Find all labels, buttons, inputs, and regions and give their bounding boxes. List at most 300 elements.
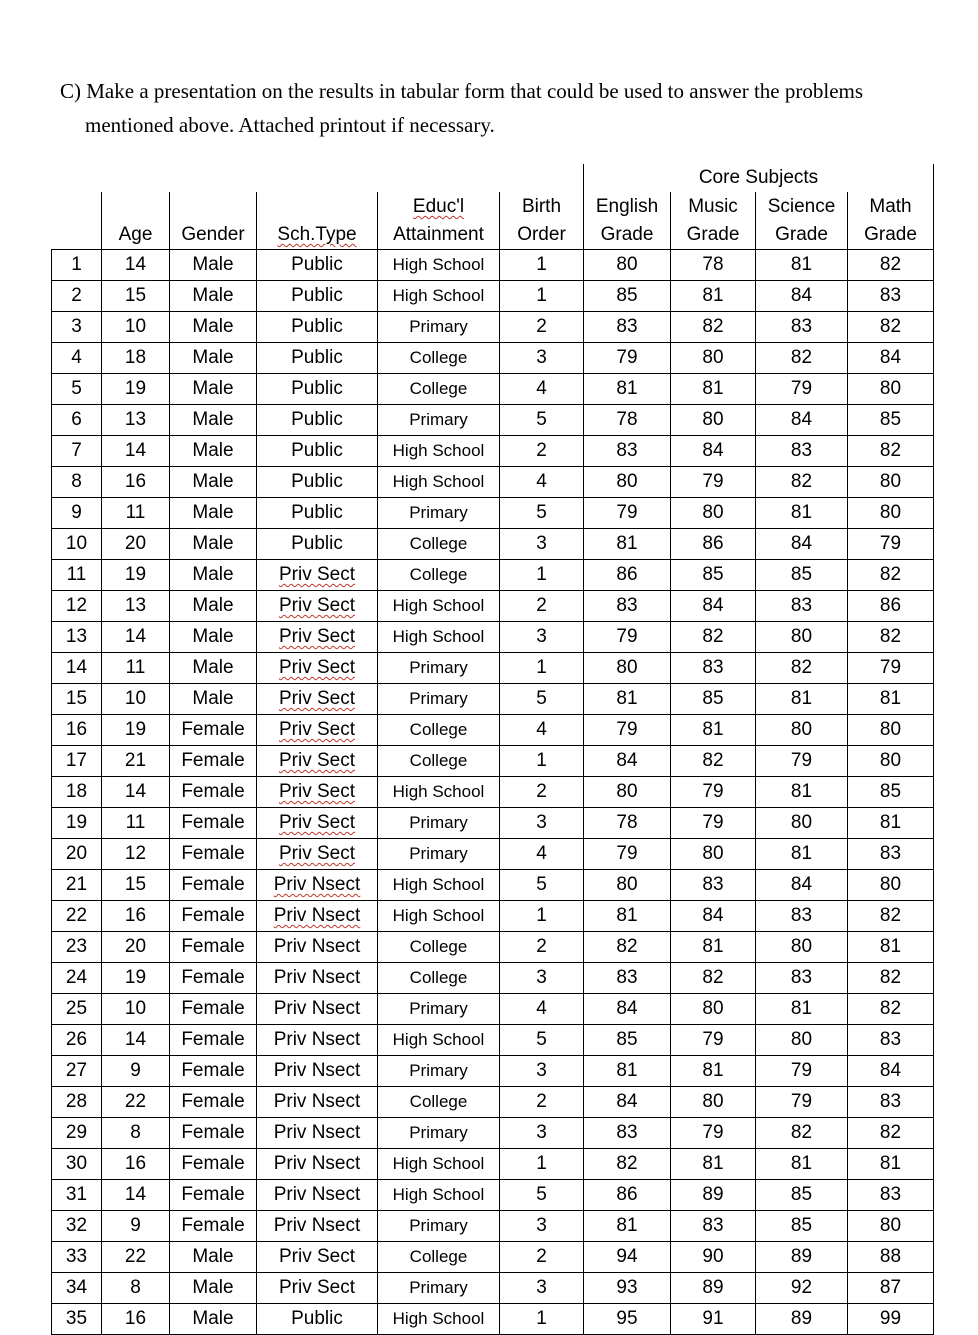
sch-type-cell: Public	[257, 374, 378, 405]
music-grade-cell: 79	[671, 1118, 756, 1149]
educ-attainment-cell: High School	[378, 1025, 500, 1056]
science-grade-cell: 81	[756, 684, 848, 715]
age-cell: 14	[102, 622, 170, 653]
educ-attainment-cell: High School	[378, 622, 500, 653]
english-grade-cell: 81	[584, 374, 671, 405]
row-number: 9	[52, 498, 102, 529]
table-row	[52, 281, 934, 312]
music-grade-cell: 79	[671, 777, 756, 808]
music-grade-cell: 80	[671, 994, 756, 1025]
gender-cell: Male	[170, 467, 257, 498]
english-grade-cell: 81	[584, 1056, 671, 1087]
music-grade-cell: 79	[671, 1025, 756, 1056]
educ-attainment-cell: High School	[378, 250, 500, 281]
grades-table	[51, 164, 934, 1335]
birth-order-cell: 5	[500, 1180, 584, 1211]
age-cell: 22	[102, 1087, 170, 1118]
gender-cell: Female	[170, 1056, 257, 1087]
age-cell: 11	[102, 498, 170, 529]
sch-type-cell: Priv Nsect	[257, 1025, 378, 1056]
educ-header-bottom: Attainment	[378, 221, 500, 250]
birth-order-cell: 3	[500, 1211, 584, 1242]
music-grade-cell: 80	[671, 498, 756, 529]
science-grade-cell: 82	[756, 343, 848, 374]
birth-order-cell: 2	[500, 932, 584, 963]
educ-attainment-cell: High School	[378, 870, 500, 901]
sch-type-text: Priv Sect	[278, 719, 356, 741]
sch-type-cell	[257, 777, 378, 808]
gender-cell: Female	[170, 994, 257, 1025]
science-grade-cell: 80	[756, 932, 848, 963]
sch-type-cell	[257, 560, 378, 591]
table-row	[52, 312, 934, 343]
age-cell: 14	[102, 436, 170, 467]
english-grade-cell: 80	[584, 653, 671, 684]
science-grade-cell: 83	[756, 901, 848, 932]
sch-type-cell	[257, 870, 378, 901]
table-row	[52, 560, 934, 591]
english-grade-cell: 93	[584, 1273, 671, 1304]
science-grade-cell: 79	[756, 1087, 848, 1118]
music-header-bottom: Grade	[671, 221, 756, 250]
row-number: 16	[52, 715, 102, 746]
table-row	[52, 1273, 934, 1304]
science-grade-cell: 81	[756, 498, 848, 529]
english-grade-cell: 81	[584, 529, 671, 560]
row-number: 5	[52, 374, 102, 405]
english-grade-cell: 80	[584, 777, 671, 808]
sch-type-cell	[257, 839, 378, 870]
birth-header-bottom: Order	[500, 221, 584, 250]
table-row	[52, 405, 934, 436]
header-row-group	[52, 164, 934, 192]
science-grade-cell: 81	[756, 994, 848, 1025]
table-row	[52, 746, 934, 777]
english-grade-cell: 86	[584, 1180, 671, 1211]
birth-order-cell: 5	[500, 684, 584, 715]
english-grade-cell: 78	[584, 405, 671, 436]
english-grade-cell: 80	[584, 870, 671, 901]
instruction-line-1: C) Make a presentation on the results in tabular form that could be used to answer the problems	[60, 79, 864, 103]
science-grade-cell: 82	[756, 653, 848, 684]
music-grade-cell: 84	[671, 901, 756, 932]
sch-type-cell: Priv Nsect	[257, 932, 378, 963]
gender-cell: Male	[170, 560, 257, 591]
english-grade-cell: 82	[584, 1149, 671, 1180]
educ-attainment-cell: Primary	[378, 312, 500, 343]
science-grade-cell: 89	[756, 1242, 848, 1273]
english-grade-cell: 81	[584, 1211, 671, 1242]
birth-order-cell: 1	[500, 560, 584, 591]
science-grade-cell: 84	[756, 529, 848, 560]
music-grade-cell: 79	[671, 467, 756, 498]
birth-order-cell: 2	[500, 591, 584, 622]
table-row	[52, 591, 934, 622]
birth-order-cell: 2	[500, 1087, 584, 1118]
birth-order-cell: 5	[500, 1025, 584, 1056]
age-cell: 19	[102, 963, 170, 994]
sch-type-text: Priv Sect	[278, 781, 356, 803]
educ-attainment-cell: High School	[378, 901, 500, 932]
gender-cell: Female	[170, 901, 257, 932]
sch-type-cell: Priv Nsect	[257, 1087, 378, 1118]
music-grade-cell: 89	[671, 1180, 756, 1211]
sch-type-cell	[257, 653, 378, 684]
table-row	[52, 715, 934, 746]
age-cell: 19	[102, 560, 170, 591]
educ-attainment-cell: High School	[378, 436, 500, 467]
row-number: 20	[52, 839, 102, 870]
age-cell: 16	[102, 1304, 170, 1335]
sch-type-cell	[257, 746, 378, 777]
sch-type-text: Priv Sect	[278, 564, 356, 586]
age-cell: 8	[102, 1273, 170, 1304]
sch-type-text: Priv Sect	[278, 657, 356, 679]
gender-cell: Female	[170, 1118, 257, 1149]
educ-attainment-cell: Primary	[378, 808, 500, 839]
math-header-top: Math	[848, 192, 934, 220]
table-row	[52, 901, 934, 932]
table-row	[52, 1180, 934, 1211]
birth-order-cell: 1	[500, 250, 584, 281]
sch-type-text: Priv Sect	[278, 626, 356, 648]
math-grade-cell: 82	[848, 560, 934, 591]
row-number: 8	[52, 467, 102, 498]
english-grade-cell: 83	[584, 312, 671, 343]
english-grade-cell: 81	[584, 684, 671, 715]
english-grade-cell: 80	[584, 467, 671, 498]
age-cell: 21	[102, 746, 170, 777]
music-grade-cell: 81	[671, 281, 756, 312]
sch-type-cell: Priv Sect	[257, 1242, 378, 1273]
row-number: 27	[52, 1056, 102, 1087]
row-number: 4	[52, 343, 102, 374]
row-number: 24	[52, 963, 102, 994]
music-grade-cell: 81	[671, 1149, 756, 1180]
educ-attainment-cell: College	[378, 1087, 500, 1118]
sch-type-cell: Public	[257, 343, 378, 374]
sch-type-cell: Priv Nsect	[257, 1056, 378, 1087]
row-number: 33	[52, 1242, 102, 1273]
sch-type-cell: Public	[257, 498, 378, 529]
row-number: 6	[52, 405, 102, 436]
row-number: 30	[52, 1149, 102, 1180]
english-grade-cell: 79	[584, 498, 671, 529]
music-grade-cell: 81	[671, 932, 756, 963]
birth-order-cell: 4	[500, 839, 584, 870]
row-number: 1	[52, 250, 102, 281]
educ-attainment-cell: Primary	[378, 498, 500, 529]
science-grade-cell: 83	[756, 436, 848, 467]
core-subjects-header: Core Subjects	[584, 164, 934, 192]
science-header-bottom: Grade	[756, 221, 848, 250]
educ-attainment-cell: Primary	[378, 1273, 500, 1304]
row-number: 13	[52, 622, 102, 653]
gender-cell: Male	[170, 374, 257, 405]
gender-cell: Female	[170, 715, 257, 746]
age-cell: 19	[102, 374, 170, 405]
educ-attainment-cell: Primary	[378, 405, 500, 436]
science-grade-cell: 89	[756, 1304, 848, 1335]
english-grade-cell: 85	[584, 1025, 671, 1056]
educ-attainment-cell: College	[378, 932, 500, 963]
birth-order-cell: 2	[500, 312, 584, 343]
music-grade-cell: 90	[671, 1242, 756, 1273]
gender-cell: Female	[170, 963, 257, 994]
row-number: 15	[52, 684, 102, 715]
gender-cell: Female	[170, 870, 257, 901]
educ-attainment-cell: College	[378, 746, 500, 777]
science-grade-cell: 85	[756, 1180, 848, 1211]
age-cell: 10	[102, 684, 170, 715]
gender-cell: Male	[170, 1273, 257, 1304]
table-row	[52, 622, 934, 653]
educ-attainment-cell: College	[378, 715, 500, 746]
gender-cell: Male	[170, 405, 257, 436]
sch-type-cell	[257, 901, 378, 932]
english-grade-cell: 79	[584, 343, 671, 374]
gender-cell: Male	[170, 529, 257, 560]
english-grade-cell: 84	[584, 994, 671, 1025]
row-number: 21	[52, 870, 102, 901]
sch-type-text: Priv Sect	[278, 688, 356, 710]
gender-header: Gender	[170, 221, 257, 250]
music-grade-cell: 84	[671, 591, 756, 622]
science-grade-cell: 81	[756, 1149, 848, 1180]
row-number: 7	[52, 436, 102, 467]
science-grade-cell: 83	[756, 591, 848, 622]
english-grade-cell: 84	[584, 1087, 671, 1118]
sch-type-text: Priv Sect	[278, 595, 356, 617]
english-grade-cell: 82	[584, 932, 671, 963]
english-grade-cell: 84	[584, 746, 671, 777]
age-cell: 13	[102, 591, 170, 622]
math-grade-cell: 80	[848, 1211, 934, 1242]
row-number: 28	[52, 1087, 102, 1118]
educ-attainment-cell: Primary	[378, 1211, 500, 1242]
birth-order-cell: 3	[500, 1056, 584, 1087]
birth-header-top: Birth	[500, 192, 584, 220]
row-number: 23	[52, 932, 102, 963]
sch-type-cell: Public	[257, 467, 378, 498]
age-cell: 14	[102, 1180, 170, 1211]
music-grade-cell: 82	[671, 746, 756, 777]
english-grade-cell: 95	[584, 1304, 671, 1335]
table-row	[52, 777, 934, 808]
gender-cell: Male	[170, 281, 257, 312]
educ-attainment-cell: Primary	[378, 684, 500, 715]
sch-type-cell: Priv Nsect	[257, 1118, 378, 1149]
table-row	[52, 343, 934, 374]
math-grade-cell: 83	[848, 839, 934, 870]
row-number: 14	[52, 653, 102, 684]
science-grade-cell: 82	[756, 1118, 848, 1149]
math-grade-cell: 82	[848, 994, 934, 1025]
music-grade-cell: 82	[671, 312, 756, 343]
sch-type-text: Priv Nsect	[273, 905, 361, 927]
english-header-bottom: Grade	[584, 221, 671, 250]
age-cell: 22	[102, 1242, 170, 1273]
table-row	[52, 250, 934, 281]
music-grade-cell: 79	[671, 808, 756, 839]
english-grade-cell: 83	[584, 436, 671, 467]
science-grade-cell: 80	[756, 1025, 848, 1056]
birth-order-cell: 1	[500, 746, 584, 777]
table-row	[52, 1149, 934, 1180]
math-grade-cell: 82	[848, 436, 934, 467]
math-grade-cell: 81	[848, 808, 934, 839]
music-grade-cell: 78	[671, 250, 756, 281]
sch-type-cell: Public	[257, 312, 378, 343]
row-number: 34	[52, 1273, 102, 1304]
row-number: 17	[52, 746, 102, 777]
educ-attainment-cell: College	[378, 374, 500, 405]
sch-type-cell: Public	[257, 250, 378, 281]
math-grade-cell: 79	[848, 653, 934, 684]
english-grade-cell: 83	[584, 1118, 671, 1149]
age-cell: 13	[102, 405, 170, 436]
gender-cell: Male	[170, 312, 257, 343]
english-grade-cell: 79	[584, 839, 671, 870]
age-cell: 15	[102, 281, 170, 312]
math-grade-cell: 85	[848, 405, 934, 436]
math-grade-cell: 86	[848, 591, 934, 622]
sch-type-cell: Public	[257, 436, 378, 467]
birth-order-cell: 3	[500, 343, 584, 374]
science-grade-cell: 81	[756, 839, 848, 870]
music-grade-cell: 85	[671, 560, 756, 591]
birth-order-cell: 2	[500, 1242, 584, 1273]
music-grade-cell: 81	[671, 715, 756, 746]
table-row	[52, 467, 934, 498]
music-grade-cell: 83	[671, 653, 756, 684]
math-grade-cell: 82	[848, 312, 934, 343]
gender-cell: Male	[170, 653, 257, 684]
gender-cell: Female	[170, 839, 257, 870]
educ-attainment-cell: Primary	[378, 994, 500, 1025]
science-grade-cell: 85	[756, 560, 848, 591]
educ-attainment-cell: Primary	[378, 839, 500, 870]
gender-cell: Male	[170, 684, 257, 715]
age-cell: 14	[102, 1025, 170, 1056]
table-row	[52, 808, 934, 839]
math-grade-cell: 80	[848, 715, 934, 746]
row-number: 35	[52, 1304, 102, 1335]
educ-attainment-cell: High School	[378, 1180, 500, 1211]
educ-attainment-cell: High School	[378, 591, 500, 622]
music-grade-cell: 80	[671, 343, 756, 374]
age-cell: 18	[102, 343, 170, 374]
gender-cell: Female	[170, 932, 257, 963]
educ-attainment-cell: Primary	[378, 653, 500, 684]
instruction-line-2: mentioned above. Attached printout if necessary.	[85, 113, 495, 137]
music-grade-cell: 80	[671, 1087, 756, 1118]
row-number: 11	[52, 560, 102, 591]
age-cell: 11	[102, 653, 170, 684]
table-body	[52, 250, 934, 1335]
math-grade-cell: 80	[848, 746, 934, 777]
gender-cell: Female	[170, 808, 257, 839]
educ-attainment-cell: College	[378, 1242, 500, 1273]
math-grade-cell: 83	[848, 1180, 934, 1211]
english-grade-cell: 80	[584, 250, 671, 281]
table-row	[52, 963, 934, 994]
educ-header-top: Educ'l	[412, 195, 465, 217]
english-grade-cell: 78	[584, 808, 671, 839]
educ-attainment-cell: High School	[378, 777, 500, 808]
birth-order-cell: 5	[500, 870, 584, 901]
age-cell: 11	[102, 808, 170, 839]
math-grade-cell: 81	[848, 932, 934, 963]
table-row	[52, 1025, 934, 1056]
row-number: 19	[52, 808, 102, 839]
sch-type-cell	[257, 715, 378, 746]
math-grade-cell: 80	[848, 498, 934, 529]
age-cell: 15	[102, 870, 170, 901]
age-cell: 12	[102, 839, 170, 870]
birth-order-cell: 5	[500, 405, 584, 436]
age-cell: 14	[102, 777, 170, 808]
science-grade-cell: 80	[756, 715, 848, 746]
row-number: 31	[52, 1180, 102, 1211]
header-row-top	[52, 192, 934, 220]
sch-type-cell: Priv Nsect	[257, 963, 378, 994]
english-grade-cell: 85	[584, 281, 671, 312]
math-grade-cell: 82	[848, 901, 934, 932]
birth-order-cell: 1	[500, 281, 584, 312]
sch-type-cell: Priv Sect	[257, 1273, 378, 1304]
birth-order-cell: 3	[500, 808, 584, 839]
sch-type-text: Priv Sect	[278, 843, 356, 865]
table-row	[52, 1304, 934, 1335]
gender-cell: Male	[170, 622, 257, 653]
music-grade-cell: 83	[671, 1211, 756, 1242]
gender-cell: Male	[170, 498, 257, 529]
sch-type-cell	[257, 622, 378, 653]
sch-type-cell	[257, 808, 378, 839]
age-cell: 14	[102, 250, 170, 281]
gender-cell: Female	[170, 1149, 257, 1180]
math-grade-cell: 80	[848, 467, 934, 498]
birth-order-cell: 4	[500, 374, 584, 405]
english-grade-cell: 81	[584, 901, 671, 932]
row-number: 2	[52, 281, 102, 312]
gender-cell: Female	[170, 746, 257, 777]
age-cell: 16	[102, 901, 170, 932]
music-grade-cell: 85	[671, 684, 756, 715]
birth-order-cell: 3	[500, 622, 584, 653]
birth-order-cell: 3	[500, 963, 584, 994]
music-grade-cell: 82	[671, 622, 756, 653]
row-number: 12	[52, 591, 102, 622]
science-grade-cell: 83	[756, 963, 848, 994]
science-grade-cell: 84	[756, 870, 848, 901]
gender-cell: Female	[170, 1025, 257, 1056]
birth-order-cell: 1	[500, 1149, 584, 1180]
birth-order-cell: 4	[500, 715, 584, 746]
table-row	[52, 1242, 934, 1273]
gender-cell: Female	[170, 1180, 257, 1211]
educ-attainment-cell: High School	[378, 1304, 500, 1335]
math-grade-cell: 82	[848, 1118, 934, 1149]
birth-order-cell: 4	[500, 994, 584, 1025]
english-grade-cell: 79	[584, 715, 671, 746]
educ-attainment-cell: High School	[378, 1149, 500, 1180]
math-grade-cell: 81	[848, 1149, 934, 1180]
math-grade-cell: 84	[848, 343, 934, 374]
science-grade-cell: 79	[756, 746, 848, 777]
sch-type-text: Priv Sect	[278, 812, 356, 834]
